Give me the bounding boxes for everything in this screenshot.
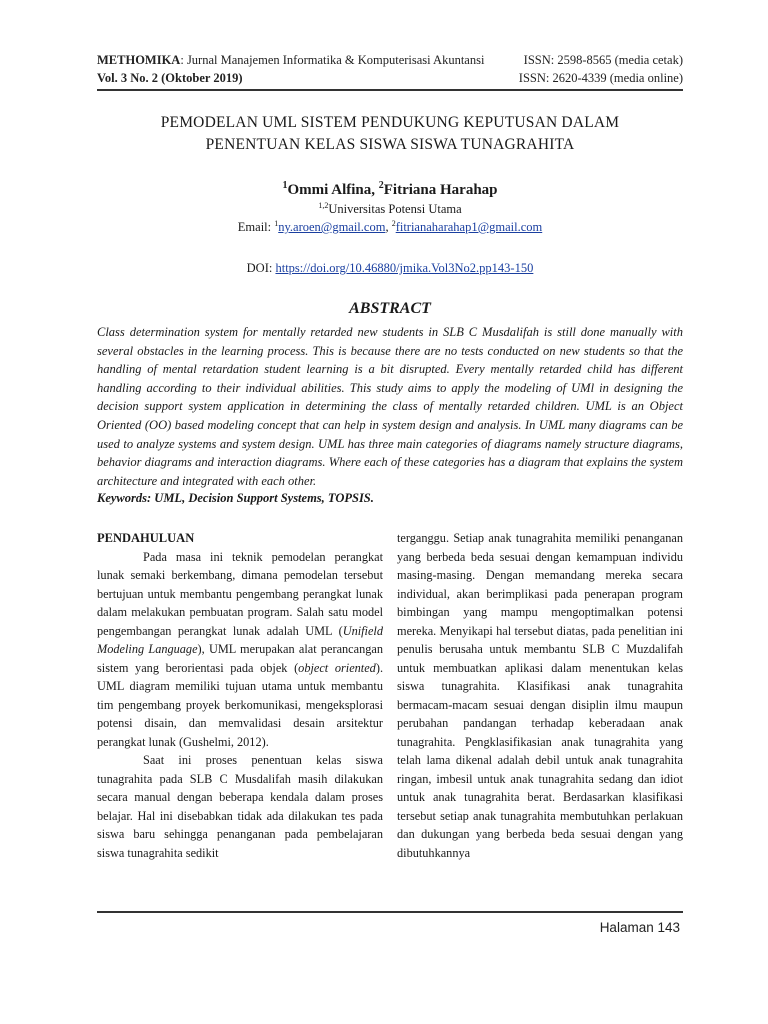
journal-name: METHOMIKA — [97, 53, 181, 67]
abstract-heading: ABSTRACT — [349, 300, 431, 317]
email-2-link[interactable]: fitrianaharahap1@gmail.com — [395, 220, 543, 235]
journal-header — [97, 51, 683, 87]
email-separator: , — [385, 220, 392, 235]
intro-p1-italic-uml: Unifield Modeling Language — [97, 623, 383, 656]
keywords: Keywords: UML, Decision Support Systems, TOPSIS. — [97, 491, 374, 505]
intro-paragraph-2: Saat ini proses penentuan kelas siswa tunagrahita pada SLB C Musdalifah masih dilakukan secara manual dengan beberapa kendala dalam proses belajar. Hal ini disebabkan tidak ada dilakukan tes pada siswa baru sehingga penanganan pada pembelajaran siswa tunagrahita sedikit — [97, 753, 383, 860]
author-2-name: Fitriana Harahap — [383, 182, 498, 198]
issn-online: ISSN: 2620-4339 (media online) — [518, 71, 683, 85]
affiliation-name: Universitas Potensi Utama — [328, 202, 462, 217]
footer-divider — [97, 911, 683, 913]
affiliation — [97, 201, 683, 217]
author-2-superscript: 2 — [378, 180, 384, 191]
intro-p1-text-a: Pada masa ini teknik pemodelan perangkat lunak semaki berkembang, dimana pemodelan tersebut bertujuan untuk membantu pengembang perangkat lunak dalam melakukan pembuatan program. Salah satu model pengembangan perangkat lunak adalah UML ( — [97, 549, 383, 638]
header-row-1 — [97, 51, 683, 69]
doi-link[interactable]: https://doi.org/10.46880/jmika.Vol3No2.pp143-150 — [275, 261, 534, 275]
left-column — [97, 529, 383, 862]
journal-title — [97, 51, 484, 69]
volume-info: Vol. 3 No. 2 (Oktober 2019) — [97, 71, 243, 85]
issn-print: ISSN: 2598-8565 (media cetak) — [523, 53, 683, 67]
page-number: Halaman 143 — [599, 920, 680, 935]
email-2-superscript: 2 — [391, 219, 396, 228]
affiliation-superscript: 1,2 — [318, 201, 329, 210]
intro-p1-italic-oo: object oriented — [298, 660, 376, 675]
intro-paragraph-1 — [97, 548, 383, 752]
doi-label: DOI: — [246, 261, 276, 275]
journal-full-name: : Jurnal Manajemen Informatika & Komputerisasi Akuntansi — [180, 53, 485, 67]
right-column — [397, 529, 683, 862]
author-list — [97, 180, 683, 199]
intro-p1-text-c: ). UML diagram memiliki tujuan utama untuk membantu tim pengembang proyek berkomunikasi, mengeksplorasi potensi disain, dan memvalidasi desain arsitektur perangkat lunak (Gushelmi, 2012). — [97, 660, 384, 749]
intro-paragraph-3: terganggu. Setiap anak tunagrahita memiliki penanganan yang berbeda beda sesuai dengan kemampuan individu masing-masing. Dengan memandang mereka secara individual, akan berimplikasi pada penerapan program bimbingan yang mampu mengoptimalkan potensi mereka. Menyikapi hal tersebut diatas, pada penelitian ini penulis berusaha untuk membantu SLB C Muzdalifah untuk membuatkan aplikasi dalam menentukan kelas siswa tunagrahita. Klasifikasi anak tunagrahita bermacam-macam sesuai dengan disiplin ilmu maupun perubahan pandangan terhadap keberadaan anak tunagrahita. Pengklasifikasian anak tunagrahita yang telah lama dikenal adalah debil untuk anak tunagrahita ringan, imbesil untuk anak tunagrahita sedang dan idiot untuk anak tunagrahita berat. Berdasarkan klasifikasi tersebut setiap anak tunagrahita membutuhkan perlakuan dan dukungan yang berbeda beda sesuai dengan yang dibutuhkannya — [397, 531, 683, 860]
title-line-1: PEMODELAN UML SISTEM PENDUKUNG KEPUTUSAN DALAM — [160, 114, 620, 131]
header-divider — [97, 89, 683, 91]
email-1-link[interactable]: ny.aroen@gmail.com — [278, 220, 386, 235]
intro-p1-text-b: ), UML merupakan alat perancangan sistem yang berorientasi pada objek ( — [97, 642, 383, 675]
author-1-superscript: 1 — [282, 180, 288, 191]
email-1-superscript: 1 — [274, 219, 279, 228]
email-line — [97, 219, 683, 235]
email-label: Email: — [237, 220, 275, 235]
paper-title — [97, 112, 683, 156]
abstract-body: Class determination system for mentally retarded new students in SLB C Musdalifah is still done manually with several obstacles in the learning process. This is because there are no tests conducted on new students so that the handling of mental retardation student learning is a bit disrupted. Every mentally retarded child has different handling according to their individual abilities. This study aims to apply the modeling of UMl in designing the decision support system application in determining the class of mentally retarded children. UML is an Object Oriented (OO) based modeling concept that can help in system design and analysis. In UML many diagrams can be used to analyze systems and system design. UML has three main categories of diagrams namely structure diagrams, behavior diagrams and interaction diagrams. Where each of these categories has a diagram that explains the system architecture and integrated with each other. — [97, 325, 683, 488]
header-row-2 — [97, 69, 683, 87]
section-heading-pendahuluan: PENDAHULUAN — [97, 531, 195, 545]
title-line-2: PENENTUAN KELAS SISWA SISWA TUNAGRAHITA — [205, 136, 575, 153]
doi-line — [97, 261, 683, 276]
author-1-name: Ommi Alfina, — [287, 182, 379, 198]
